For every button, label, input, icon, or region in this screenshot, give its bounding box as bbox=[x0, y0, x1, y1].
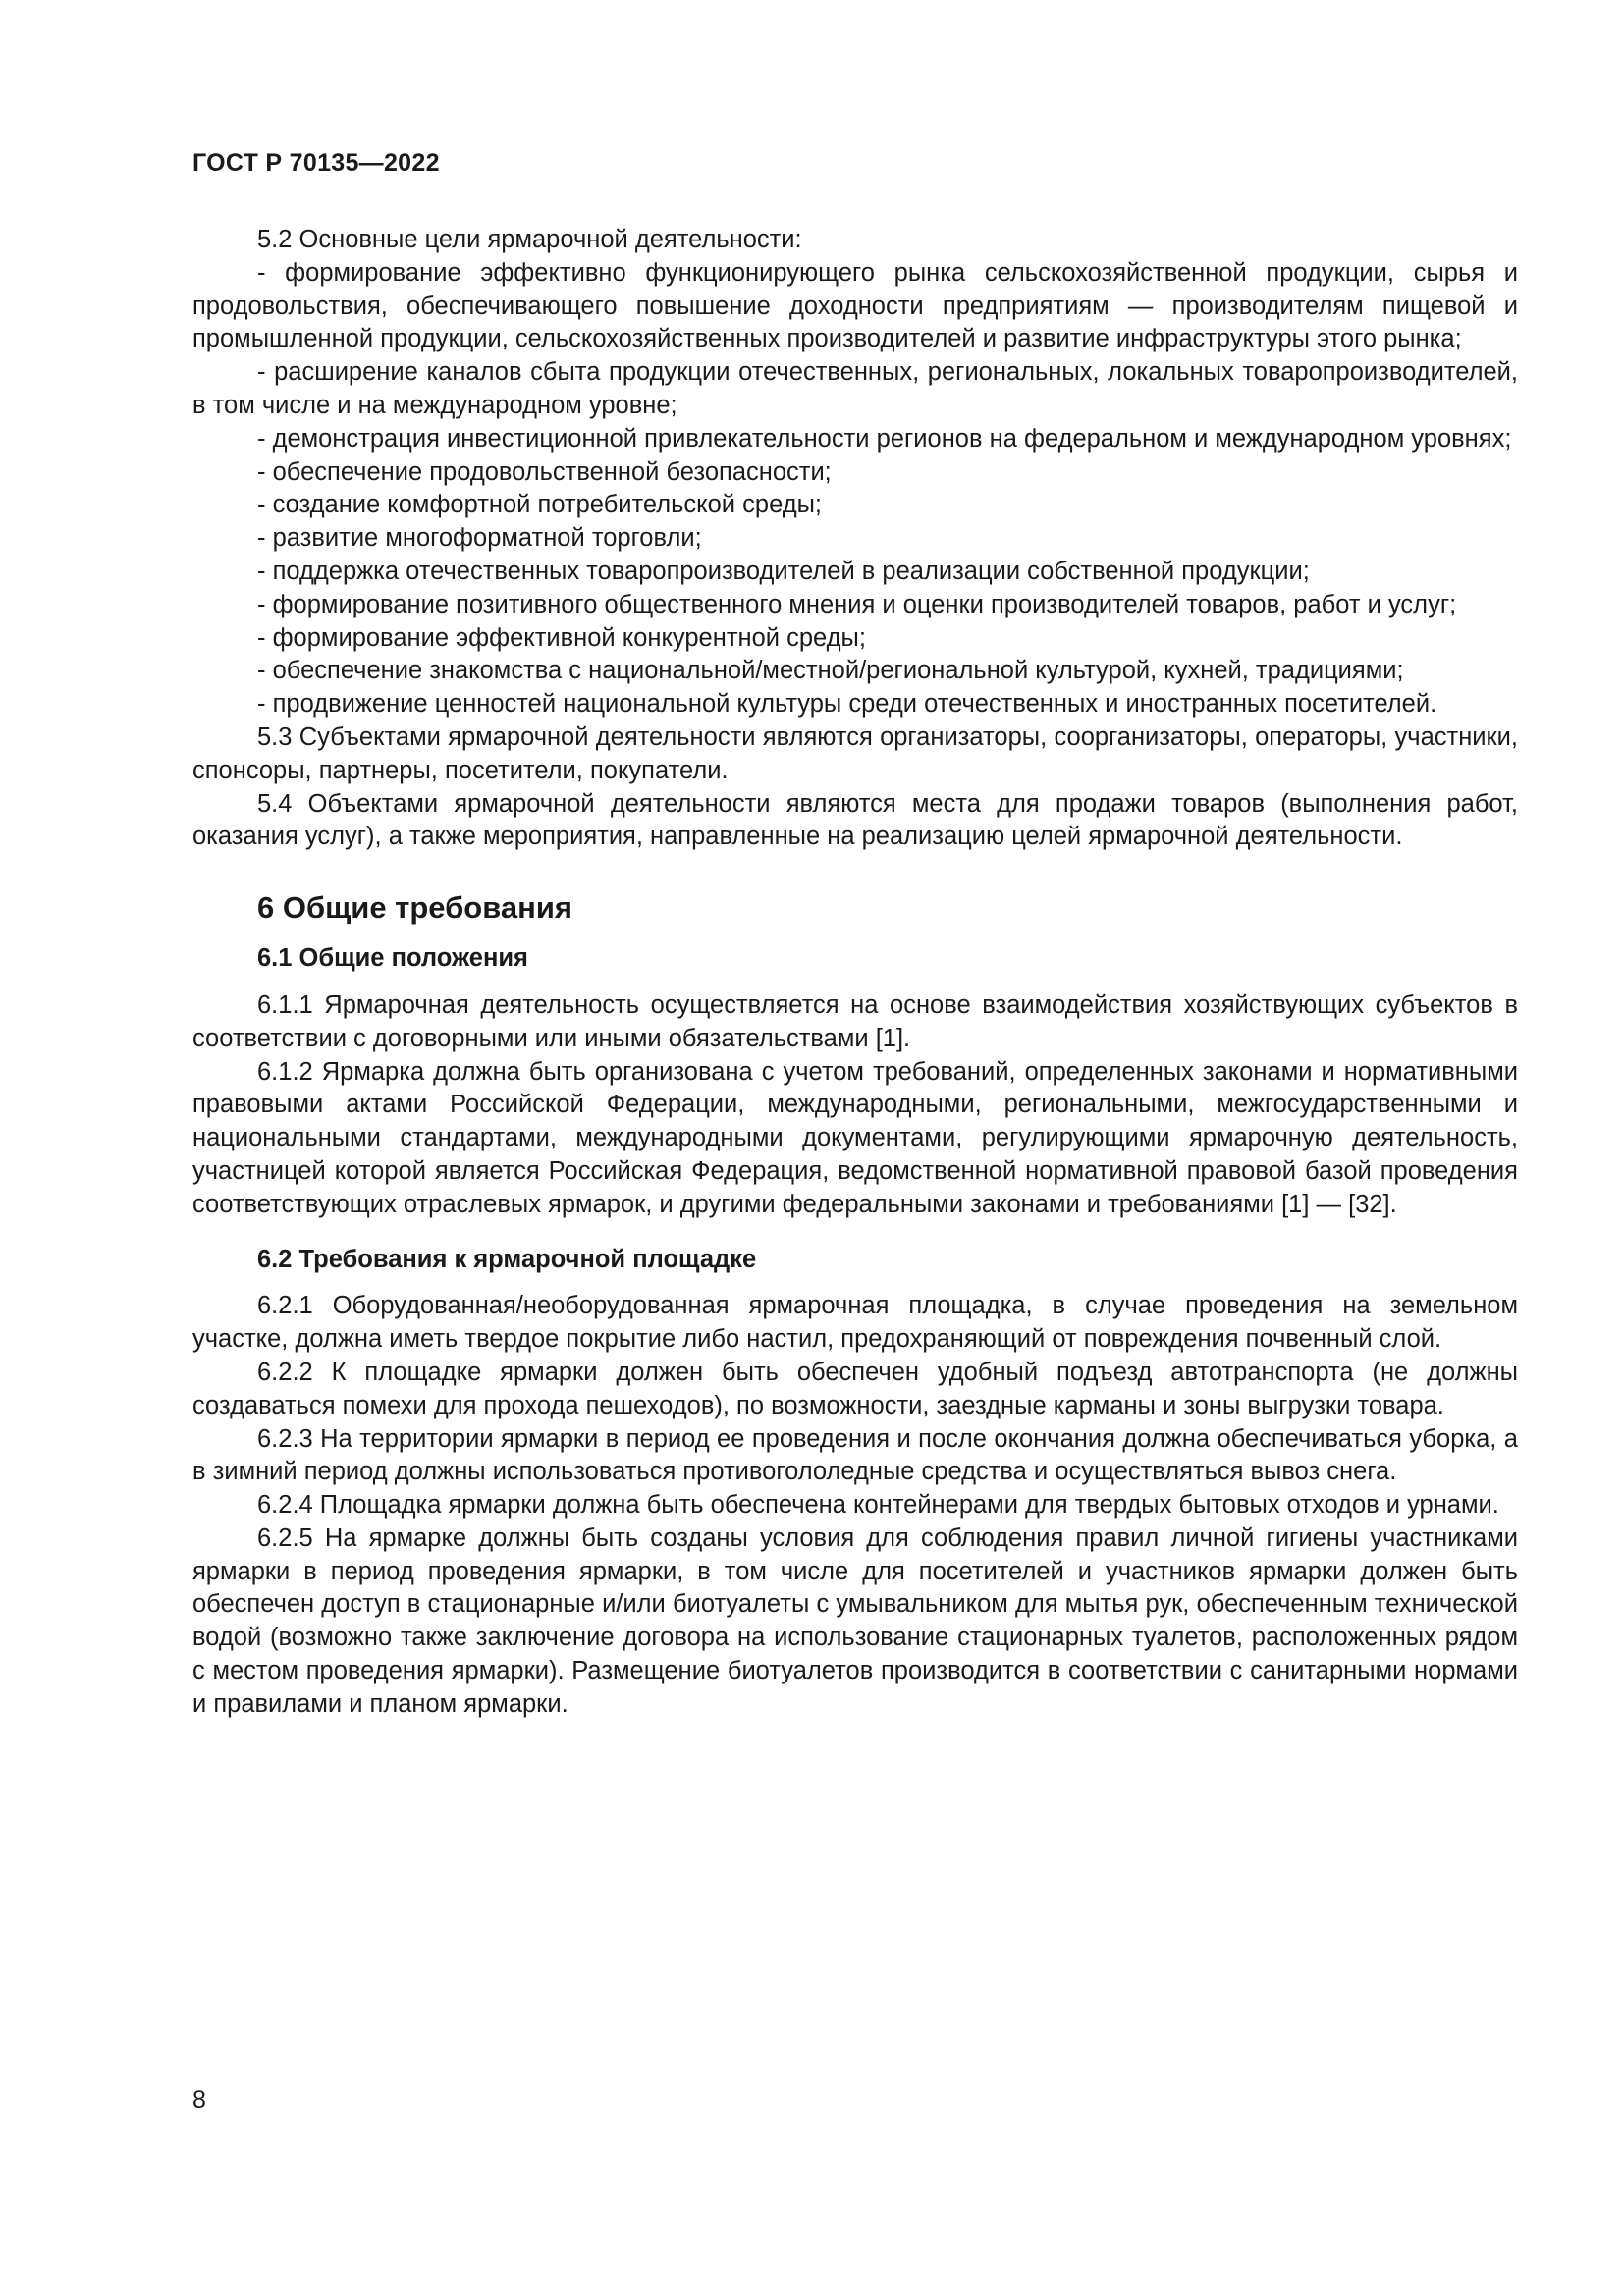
list-item-5-2: - обеспечение продовольственной безопасности; bbox=[257, 457, 832, 486]
list-item-5-2: - обеспечение знакомства с национальной/местной/региональной культурой, кухней, традициями; bbox=[257, 657, 1404, 685]
list-item-5-2: - формирование позитивного общественного мнения и оценки производителей товаров, работ и услуг; bbox=[257, 590, 1457, 618]
paragraph-6-2-5: 6.2.5 На ярмарке должны быть созданы условия для соблюдения правил личной гигиены участниками ярмарки в период проведения ярмарки, в том числе для посетителей и участников ярмарки должен быть обеспечен доступ в стационарные и/или биотуалеты с умывальником для мытья рук, обеспеченным технической водой (возможно также заключение договора на использование стационарных туалетов, расположенных рядом с местом проведения ярмарки). Размещение биотуалетов производится в соответствии с санитарными нормами и правилами и планом ярмарки. bbox=[192, 1523, 1518, 1718]
paragraph-6-1-1: 6.1.1 Ярмарочная деятельность осуществляется на основе взаимодействия хозяйствующих субъектов в соответствии с договорными или иными обязательствами [1]. bbox=[192, 990, 1518, 1052]
list-item-5-2: - формирование эффективно функционирующего рынка сельскохозяйственной продукции, сырья и продовольствия, обеспечивающего повышение доходности предприятиям — производителям пищевой и промышленной продукции, сельскохозяйственных производителей и развитие инфраструктуры этого рынка; bbox=[192, 258, 1518, 353]
subsection-6-2-heading: 6.2 Требования к ярмарочной площадке bbox=[257, 1245, 757, 1273]
paragraph-6-2-3: 6.2.3 На территории ярмарки в период ее проведения и после окончания должна обеспечиваться уборка, а в зимний период должны использоваться противогололедные средства и осуществляться вывоз снега. bbox=[192, 1424, 1518, 1486]
list-item-5-2: - поддержка отечественных товаропроизводителей в реализации собственной продукции; bbox=[257, 557, 1310, 585]
list-item-5-2: - развитие многоформатной торговли; bbox=[257, 524, 702, 553]
paragraph-6-1-2: 6.1.2 Ярмарка должна быть организована с учетом требований, определенных законами и нормативными правовыми актами Российской Федерации, международными, региональными, межгосударственными и национальными стандартами, международными документами, регулирующими ярмарочную деятельность, участницей которой является Российская Федерация, ведомственной нормативной правовой базой проведения соответствующих отраслевых ярмарок, и другими федеральными законами и требованиями [1] — [32]. bbox=[192, 1057, 1518, 1218]
page-number: 8 bbox=[192, 2086, 206, 2113]
paragraph-6-2-1: 6.2.1 Оборудованная/необорудованная ярмарочная площадка, в случае проведения на земельном участке, должна иметь твердое покрытие либо настил, предохраняющий от повреждения почвенный слой. bbox=[192, 1292, 1518, 1354]
paragraph-6-2-4: 6.2.4 Площадка ярмарки должна быть обеспечена контейнерами для твердых бытовых отходов и урнами. bbox=[257, 1491, 1499, 1520]
list-item-5-2: - формирование эффективной конкурентной среды; bbox=[257, 623, 866, 652]
paragraph-6-2-2: 6.2.2 К площадке ярмарки должен быть обеспечен удобный подъезд автотранспорта (не должны создаваться помехи для прохода пешеходов), по возможности, заездные карманы и зоны выгрузки товара. bbox=[192, 1358, 1518, 1419]
paragraph-5-2-intro: 5.2 Основные цели ярмарочной деятельности: bbox=[257, 226, 802, 253]
list-item-5-2: - демонстрация инвестиционной привлекательности регионов на федеральном и международном уровнях; bbox=[257, 424, 1512, 453]
list-item-5-2: - создание комфортной потребительской среды; bbox=[257, 491, 822, 519]
list-item-5-2: - расширение каналов сбыта продукции отечественных, региональных, локальных товаропроизводителей, в том числе и на международном уровне; bbox=[192, 358, 1518, 419]
section-6-heading: 6 Общие требования bbox=[257, 890, 572, 926]
subsection-6-1-heading: 6.1 Общие положения bbox=[257, 944, 528, 973]
list-item-5-2: - продвижение ценностей национальной культуры среди отечественных и иностранных посетителей. bbox=[257, 690, 1437, 719]
document-code-header: ГОСТ Р 70135—2022 bbox=[192, 149, 440, 177]
paragraph-5-3: 5.3 Субъектами ярмарочной деятельности являются организаторы, соорганизаторы, операторы, участники, спонсоры, партнеры, посетители, покупатели. bbox=[192, 722, 1518, 784]
page-content bbox=[192, 224, 1518, 1722]
paragraph-5-4: 5.4 Объектами ярмарочной деятельности являются места для продажи товаров (выполнения работ, оказания услуг), а также мероприятия, направленные на реализацию целей ярмарочной деятельности. bbox=[192, 789, 1518, 851]
